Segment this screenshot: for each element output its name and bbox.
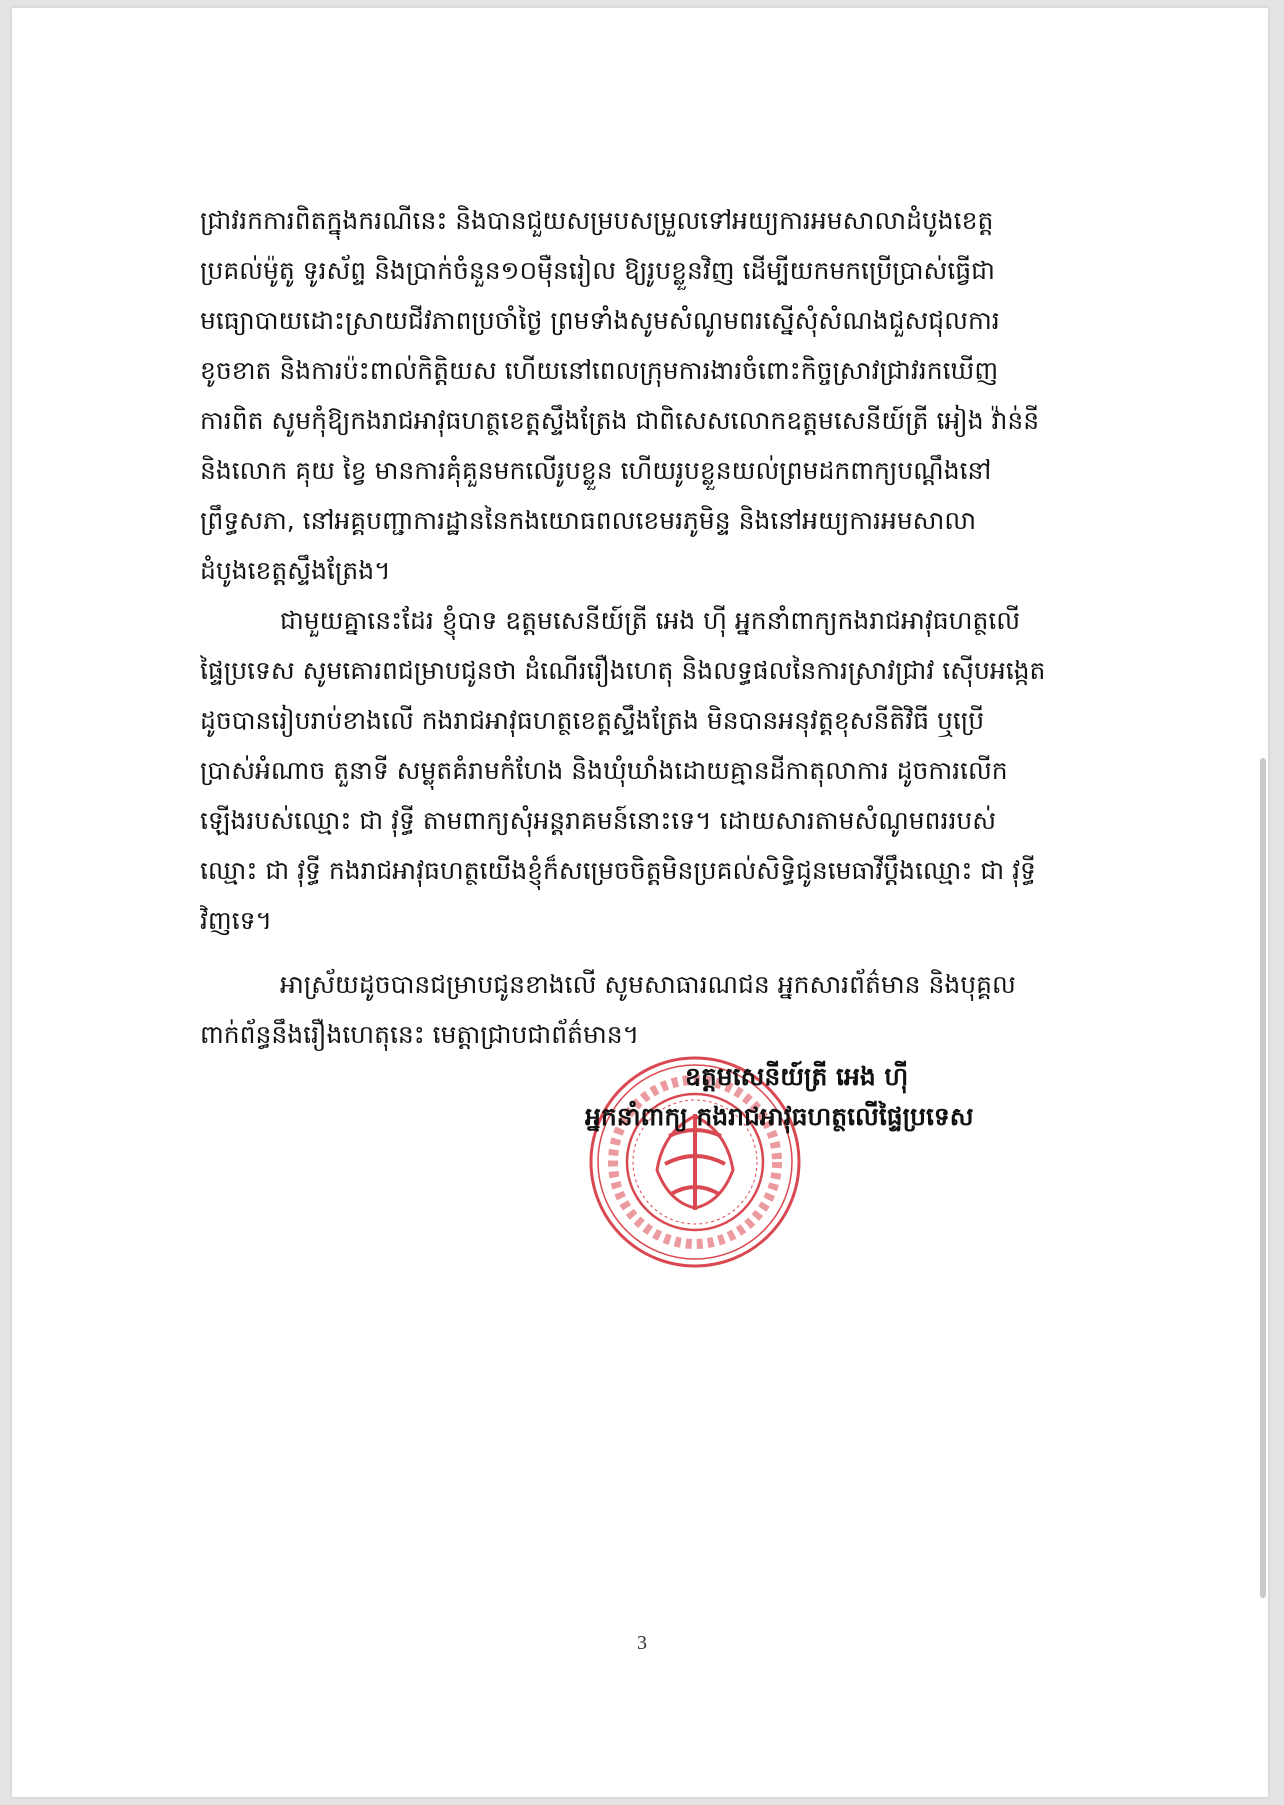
text-line: មធ្យោបាយដោះស្រាយជីវភាពប្រចាំថ្ងៃ ព្រមទាំងសូមសំណូមពរស្នើសុំសំណងជួសជុលការ (200, 306, 1000, 335)
text-line: ជ្រាវរកការពិតក្នុងករណីនេះ និងបានជួយសម្របសម្រួលទៅអយ្យការអមសាលាដំបូងខេត្ត (200, 206, 994, 235)
signatory-title: អ្នកនាំពាក្យ កងរាជអាវុធហត្ថលើផ្ទៃប្រទេស (585, 1102, 974, 1131)
text-line: និងលោក គុយ ខ្វៃ មានការគុំគួនមកលើរូបខ្លួន ហើយរូបខ្លួនយល់ព្រមដកពាក្យបណ្តឹងនៅ (200, 456, 992, 485)
text-line: ព្រឹទ្ធសភា, នៅអគ្គបញ្ជាការដ្ឋាននៃកងយោធពលខេមរភូមិន្ទ និងនៅអយ្យការអមសាលា (200, 506, 977, 535)
text-line: ជាមួយគ្នានេះដែរ ខ្ញុំបាទ ឧត្តមសេនីយ៍ត្រី អេង ហ៊ី អ្នកនាំពាក្យកងរាជអាវុធហត្ថលើ (280, 606, 1021, 635)
text-line: ឈ្មោះ ជា វុទ្ធី កងរាជអាវុធហត្ថយើងខ្ញុំក៏សម្រេចចិត្តមិនប្រគល់សិទ្ធិជូនមេធាវីប្តឹងឈ្មោះ ជា វុទ្ធី (200, 856, 1036, 885)
signature-block (585, 1052, 1115, 1232)
page-number: 3 (637, 1632, 647, 1654)
text-line: ប្រគល់ម៉ូតូ ទូរស័ព្ទ និងប្រាក់ចំនួន១០ម៉ឺនរៀល ឱ្យរូបខ្លួនវិញ ដើម្បីយកមកប្រើប្រាស់ធ្វើជា (200, 256, 995, 285)
paragraph-3 (200, 960, 1135, 1060)
paragraph-2 (200, 596, 1135, 946)
text-line: ឡើងរបស់ឈ្មោះ ជា វុទ្ធី តាមពាក្យសុំអន្តរាគមន៍នោះទេ។ ដោយសារតាមសំណូមពររបស់ (200, 806, 997, 835)
text-line: ប្រាស់អំណាច តួនាទី សម្លុតគំរាមកំហែង និងឃុំឃាំងដោយគ្មានដីកាតុលាការ ដូចការលើក (200, 756, 1008, 785)
paragraph-1 (200, 196, 1135, 596)
scrollbar[interactable] (1260, 758, 1266, 1598)
text-line: វិញទេ។ (200, 906, 273, 935)
text-line: អាស្រ័យដូចបានជម្រាបជូនខាងលើ សូមសាធារណជន អ្នកសារព័ត៌មាន និងបុគ្គល (280, 970, 1016, 999)
text-line: ដំបូងខេត្តស្ទឹងត្រែង។ (200, 556, 391, 585)
text-line: ពាក់ព័ន្ធនឹងរឿងហេតុនេះ មេត្តាជ្រាបជាព័ត៌មាន។ (200, 1020, 640, 1049)
text-line: ដូចបានរៀបរាប់ខាងលើ កងរាជអាវុធហត្ថខេត្តស្ទឹងត្រែង មិនបានអនុវត្តខុសនីតិវិធី ឬប្រើ (200, 706, 985, 735)
letter-body (200, 196, 1135, 1060)
text-line: ខូចខាត និងការប៉ះពាល់កិត្តិយស ហើយនៅពេលក្រុមការងារចំពោះកិច្ចស្រាវជ្រាវរកឃើញ (200, 356, 999, 385)
signatory-name: ឧត្តមសេនីយ៍ត្រី អេង ហ៊ី (685, 1062, 909, 1091)
text-line: ការពិត សូមកុំឱ្យកងរាជអាវុធហត្ថខេត្តស្ទឹងត្រែង ជាពិសេសលោកឧត្តមសេនីយ៍ត្រី អៀង វ៉ាន់នី (200, 406, 1040, 435)
text-line: ផ្ទៃប្រទេស សូមគោរពជម្រាបជូនថា ដំណើររឿងហេតុ និងលទ្ធផលនៃការស្រាវជ្រាវ ស៊ើបអង្កេត (200, 656, 1046, 685)
